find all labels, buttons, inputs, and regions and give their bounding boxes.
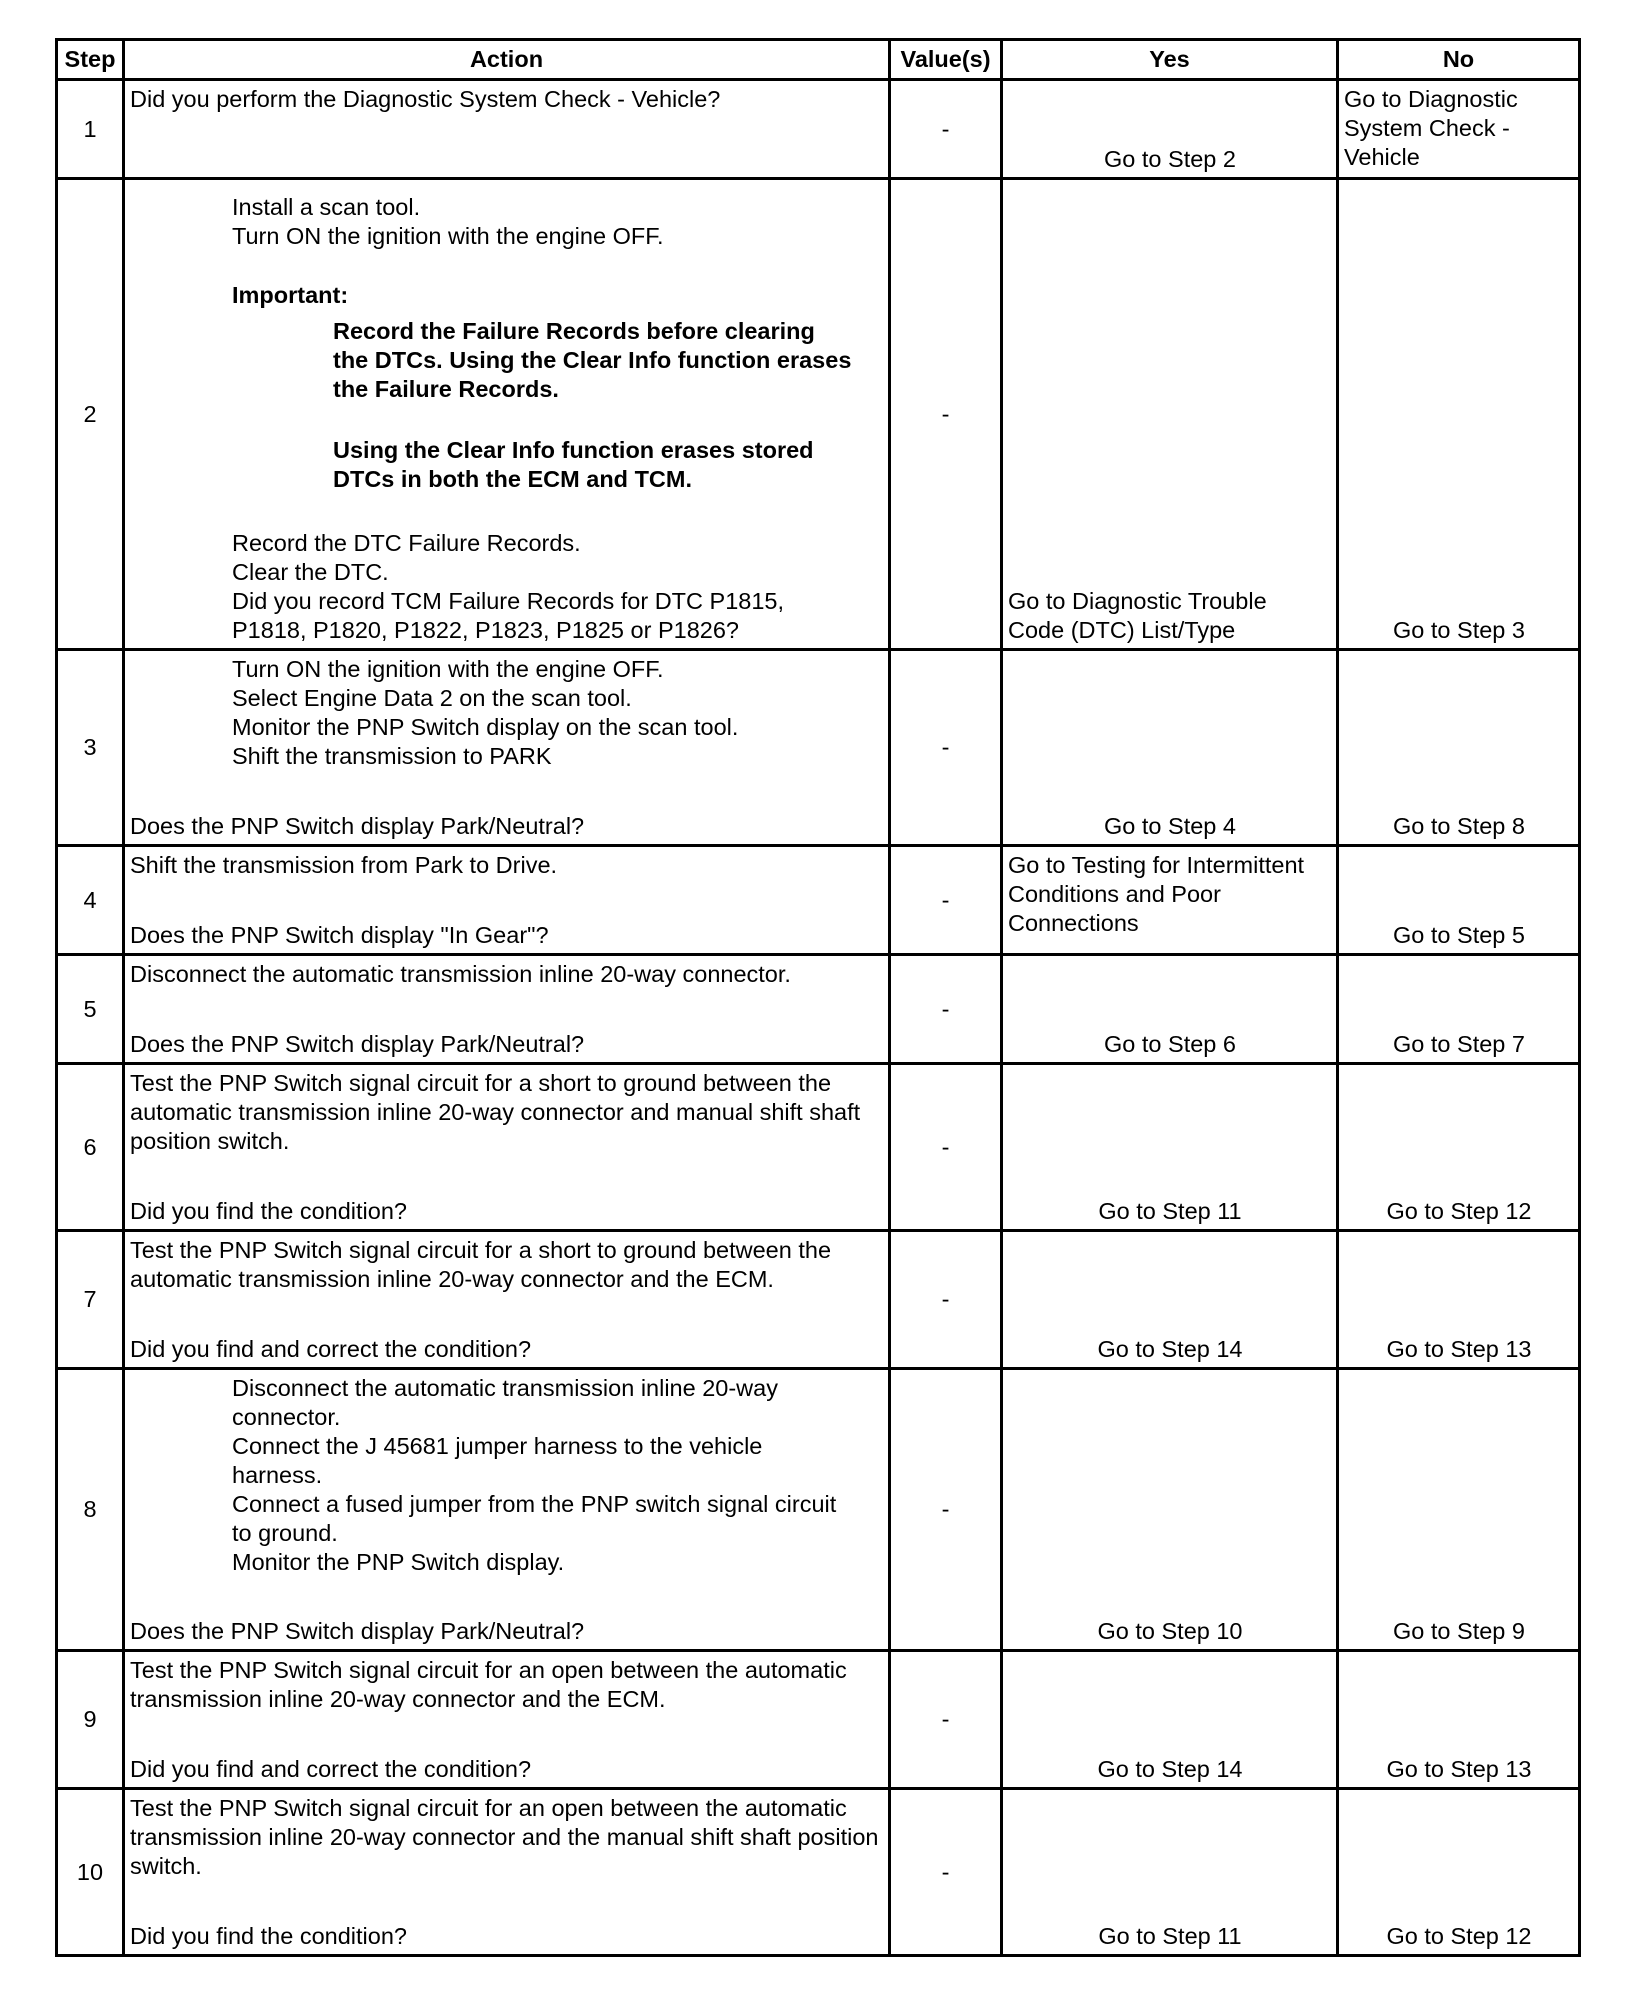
- action-question: Did you record TCM Failure Records for DTC P1815, P1818, P1820, P1822, P1823, P1825 or P1826?: [232, 588, 785, 643]
- value-cell: -: [890, 846, 1002, 955]
- value-cell: -: [890, 1789, 1002, 1956]
- value-cell: -: [890, 1369, 1002, 1651]
- action-question: Did you find the condition?: [130, 1923, 407, 1949]
- table-row: [57, 1651, 1580, 1789]
- yes-cell: Go to Step 14: [1002, 1231, 1338, 1369]
- action-cell: [124, 650, 890, 846]
- value-cell: -: [890, 1231, 1002, 1369]
- action-cell: [124, 179, 890, 650]
- no-cell: Go to Step 5: [1338, 846, 1580, 955]
- no-cell: Go to Step 12: [1338, 1064, 1580, 1231]
- value-cell: -: [890, 1651, 1002, 1789]
- important-label: Important:: [232, 282, 349, 308]
- action-step: Connect the J 45681 jumper harness to the vehicle harness.: [232, 1433, 763, 1488]
- diagnostic-table: [55, 38, 1581, 1957]
- value-cell: -: [890, 650, 1002, 846]
- action-step: Shift the transmission to PARK: [232, 743, 552, 769]
- yes-cell: Go to Step 10: [1002, 1369, 1338, 1651]
- action-cell: [124, 1651, 890, 1789]
- no-cell: Go to Step 12: [1338, 1789, 1580, 1956]
- action-step: Install a scan tool.: [232, 194, 421, 220]
- action-text: Test the PNP Switch signal circuit for an open between the automatic transmission inline 20-way connector and the manual shift shaft position switch.: [130, 1795, 879, 1879]
- step-number: 1: [57, 80, 124, 179]
- table-row: [57, 955, 1580, 1064]
- action-cell: [124, 955, 890, 1064]
- step-number: 2: [57, 179, 124, 650]
- table-row: [57, 179, 1580, 650]
- action-question: Does the PNP Switch display Park/Neutral?: [130, 1618, 585, 1644]
- action-step: Monitor the PNP Switch display on the scan tool.: [232, 714, 739, 740]
- header-action: Action: [124, 40, 890, 80]
- step-number: 6: [57, 1064, 124, 1231]
- action-text: Disconnect the automatic transmission inline 20-way connector.: [130, 961, 791, 987]
- action-cell: [124, 846, 890, 955]
- action-text: Shift the transmission from Park to Drive.: [130, 852, 558, 878]
- action-step: Disconnect the automatic transmission inline 20-way connector.: [232, 1375, 778, 1430]
- step-number: 4: [57, 846, 124, 955]
- action-step: Monitor the PNP Switch display.: [232, 1549, 565, 1575]
- no-cell: Go to Step 8: [1338, 650, 1580, 846]
- yes-cell: Go to Step 14: [1002, 1651, 1338, 1789]
- yes-cell: Go to Step 11: [1002, 1789, 1338, 1956]
- action-text: Test the PNP Switch signal circuit for a short to ground between the automatic transmission inline 20-way connector and manual shift shaft position switch.: [130, 1070, 861, 1154]
- header-values: Value(s): [890, 40, 1002, 80]
- action-question: Did you find and correct the condition?: [130, 1756, 532, 1782]
- table-row: [57, 1789, 1580, 1956]
- table-row: [57, 650, 1580, 846]
- step-number: 9: [57, 1651, 124, 1789]
- no-cell: Go to Step 9: [1338, 1369, 1580, 1651]
- action-text: Test the PNP Switch signal circuit for a short to ground between the automatic transmission inline 20-way connector and the ECM.: [130, 1237, 832, 1292]
- header-step: Step: [57, 40, 124, 80]
- action-question: Does the PNP Switch display "In Gear"?: [130, 922, 549, 948]
- yes-cell: Go to Step 2: [1002, 80, 1338, 179]
- diagnostic-table-container: [55, 38, 1578, 1957]
- value-cell: -: [890, 1064, 1002, 1231]
- action-step: Select Engine Data 2 on the scan tool.: [232, 685, 632, 711]
- yes-cell: Go to Diagnostic Trouble Code (DTC) List/Type: [1002, 179, 1338, 650]
- yes-cell: Go to Step 4: [1002, 650, 1338, 846]
- table-row: [57, 80, 1580, 179]
- action-cell: [124, 1064, 890, 1231]
- action-step: Turn ON the ignition with the engine OFF.: [232, 223, 664, 249]
- no-cell: Go to Step 13: [1338, 1651, 1580, 1789]
- value-cell: -: [890, 80, 1002, 179]
- step-number: 8: [57, 1369, 124, 1651]
- step-number: 3: [57, 650, 124, 846]
- action-cell: [124, 1369, 890, 1651]
- no-cell: Go to Step 13: [1338, 1231, 1580, 1369]
- action-text: Test the PNP Switch signal circuit for an open between the automatic transmission inline 20-way connector and the ECM.: [130, 1657, 847, 1712]
- no-cell: Go to Step 7: [1338, 955, 1580, 1064]
- action-step: Turn ON the ignition with the engine OFF.: [232, 656, 664, 682]
- value-cell: -: [890, 179, 1002, 650]
- table-row: [57, 846, 1580, 955]
- table-row: [57, 1231, 1580, 1369]
- no-cell: Go to Diagnostic System Check - Vehicle: [1338, 80, 1580, 179]
- value-cell: -: [890, 955, 1002, 1064]
- action-step: Connect a fused jumper from the PNP switch signal circuit to ground.: [232, 1491, 837, 1546]
- action-cell: [124, 1789, 890, 1956]
- action-cell: [124, 1231, 890, 1369]
- header-no: No: [1338, 40, 1580, 80]
- step-number: 5: [57, 955, 124, 1064]
- no-cell: Go to Step 3: [1338, 179, 1580, 650]
- yes-cell: Go to Step 6: [1002, 955, 1338, 1064]
- important-note: Record the Failure Records before clearing the DTCs. Using the Clear Info function erases the Failure Records.: [333, 318, 852, 402]
- action-step: Record the DTC Failure Records.: [232, 530, 581, 556]
- table-row: [57, 1064, 1580, 1231]
- action-question: Does the PNP Switch display Park/Neutral?: [130, 1031, 585, 1057]
- step-number: 10: [57, 1789, 124, 1956]
- action-cell: [124, 80, 890, 179]
- action-question: Does the PNP Switch display Park/Neutral?: [130, 813, 585, 839]
- step-number: 7: [57, 1231, 124, 1369]
- yes-cell: Go to Testing for Intermittent Conditions and Poor Connections: [1002, 846, 1338, 955]
- action-question: Did you find the condition?: [130, 1198, 407, 1224]
- header-row: [57, 40, 1580, 80]
- action-step: Clear the DTC.: [232, 559, 389, 585]
- action-text: Did you perform the Diagnostic System Check - Vehicle?: [130, 86, 721, 112]
- important-note: Using the Clear Info function erases stored DTCs in both the ECM and TCM.: [333, 437, 814, 492]
- yes-cell: Go to Step 11: [1002, 1064, 1338, 1231]
- header-yes: Yes: [1002, 40, 1338, 80]
- table-row: [57, 1369, 1580, 1651]
- action-question: Did you find and correct the condition?: [130, 1336, 532, 1362]
